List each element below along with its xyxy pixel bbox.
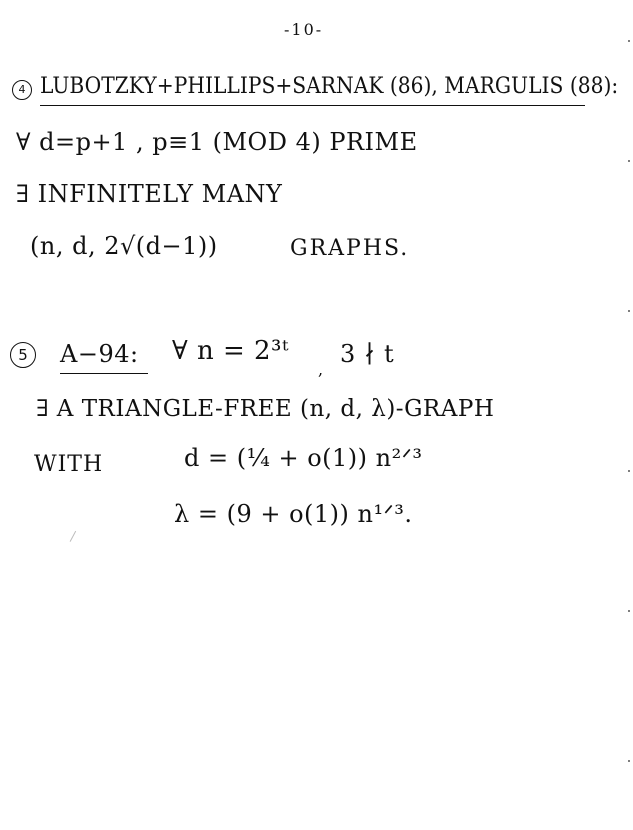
section-5-with-word: WITH bbox=[34, 452, 104, 477]
stray-pencil-mark bbox=[70, 531, 83, 545]
section-5-degree-formula: d = (¼ + o(1)) n²ᐟ³ bbox=[184, 444, 423, 472]
section-4-exists-line: ∃ INFINITELY MANY bbox=[16, 180, 283, 208]
section-5-condition: 3 ∤ t bbox=[340, 340, 395, 368]
section-4-forall-line: ∀ d=p+1 , p≡1 (MOD 4) PRIME bbox=[16, 128, 418, 156]
section-4-graphs-word: GRAPHS. bbox=[290, 236, 410, 261]
section-5-exists-line: ∃ A TRIANGLE-FREE (n, d, λ)-GRAPH bbox=[36, 396, 495, 422]
section-4-graph-parameters: (n, d, 2√(d−1)) bbox=[30, 232, 218, 260]
scan-edge-specks bbox=[626, 0, 633, 830]
section-4-heading-underline bbox=[40, 105, 585, 106]
item-4-marker: 4 bbox=[12, 80, 32, 100]
section-5-lambda-formula: λ = (9 + o(1)) n¹ᐟ³. bbox=[174, 500, 413, 528]
section-5-forall-expression: ∀ n = 2³ᵗ bbox=[172, 336, 289, 366]
section-5-heading-underline bbox=[60, 373, 148, 374]
section-5-comma: , bbox=[318, 360, 324, 379]
section-5-heading: A−94: bbox=[60, 340, 139, 368]
page-number: -10- bbox=[284, 20, 324, 39]
item-5-marker: 5 bbox=[10, 342, 36, 368]
section-4-heading: LUBOTZKY+PHILLIPS+SARNAK (86), MARGULIS (88): bbox=[40, 74, 619, 99]
